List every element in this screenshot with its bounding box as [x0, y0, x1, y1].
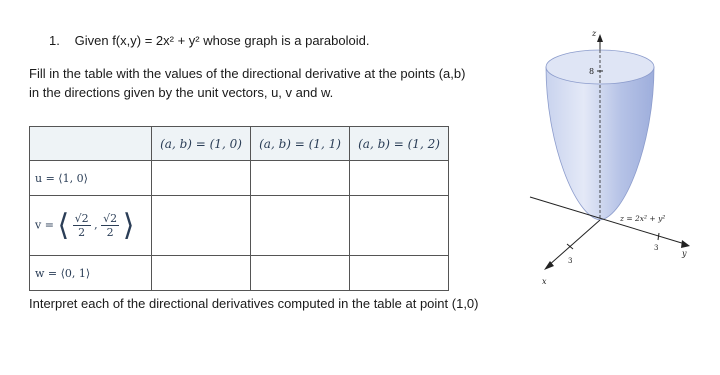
z-tick-label: 8	[589, 67, 595, 76]
surface-equation-label: z = 2x² + y²	[620, 214, 666, 223]
v-fraction-1	[73, 212, 91, 239]
v-fraction-2	[101, 212, 119, 239]
x-axis	[548, 220, 600, 266]
y-axis-label: y	[682, 249, 687, 258]
z-axis-label: z	[592, 29, 597, 38]
v-denominator-2: 2	[106, 226, 114, 239]
answer-cell-w-3[interactable]	[350, 256, 449, 291]
v-prefix: v =	[35, 218, 54, 232]
instructions	[29, 64, 529, 102]
header-point-1-1: (a, b) = (1, 1)	[251, 127, 350, 161]
interpret-prompt: Interpret each of the directional derivatives computed in the table at point (1,0)	[29, 296, 479, 311]
row-label-v	[30, 196, 152, 256]
answer-cell-v-2[interactable]	[251, 196, 350, 256]
v-denominator-1: 2	[78, 226, 86, 239]
question-text: Given f(x,y) = 2x² + y² whose graph is a paraboloid.	[74, 33, 370, 48]
answer-cell-u-3[interactable]	[350, 161, 449, 196]
row-label-w: w = ⟨0, 1⟩	[30, 256, 152, 291]
paraboloid-figure	[520, 22, 720, 292]
directional-derivative-table	[29, 126, 449, 291]
question-number: 1.	[49, 33, 60, 48]
instructions-line-1: Fill in the table with the values of the directional derivative at the points (a,b)	[29, 66, 466, 81]
y-tick-label: 3	[654, 244, 659, 252]
left-angle-bracket: ⟨	[57, 208, 70, 243]
z-axis-arrow	[597, 34, 603, 42]
answer-cell-u-1[interactable]	[152, 161, 251, 196]
table-header-row	[30, 127, 449, 161]
x-tick-label: 3	[568, 257, 573, 265]
table-row-u	[30, 161, 449, 196]
header-point-1-2: (a, b) = (1, 2)	[350, 127, 449, 161]
table-corner-cell	[30, 127, 152, 161]
x-axis-label: x	[542, 277, 547, 286]
v-comma: ,	[94, 218, 98, 232]
answer-cell-v-1[interactable]	[152, 196, 251, 256]
right-angle-bracket: ⟩	[122, 208, 135, 243]
answer-cell-w-1[interactable]	[152, 256, 251, 291]
header-point-1-0: (a, b) = (1, 0)	[152, 127, 251, 161]
instructions-line-2: in the directions given by the unit vectors, u, v and w.	[29, 85, 334, 100]
row-label-u: u = ⟨1, 0⟩	[30, 161, 152, 196]
answer-cell-v-3[interactable]	[350, 196, 449, 256]
v-numerator-2: √2	[103, 212, 118, 225]
question-line	[49, 33, 369, 48]
table-row-w	[30, 256, 449, 291]
answer-cell-w-2[interactable]	[251, 256, 350, 291]
answer-cell-u-2[interactable]	[251, 161, 350, 196]
table-row-v	[30, 196, 449, 256]
y-tick	[658, 233, 659, 240]
y-axis-arrow	[681, 240, 690, 248]
v-numerator-1: √2	[74, 212, 89, 225]
